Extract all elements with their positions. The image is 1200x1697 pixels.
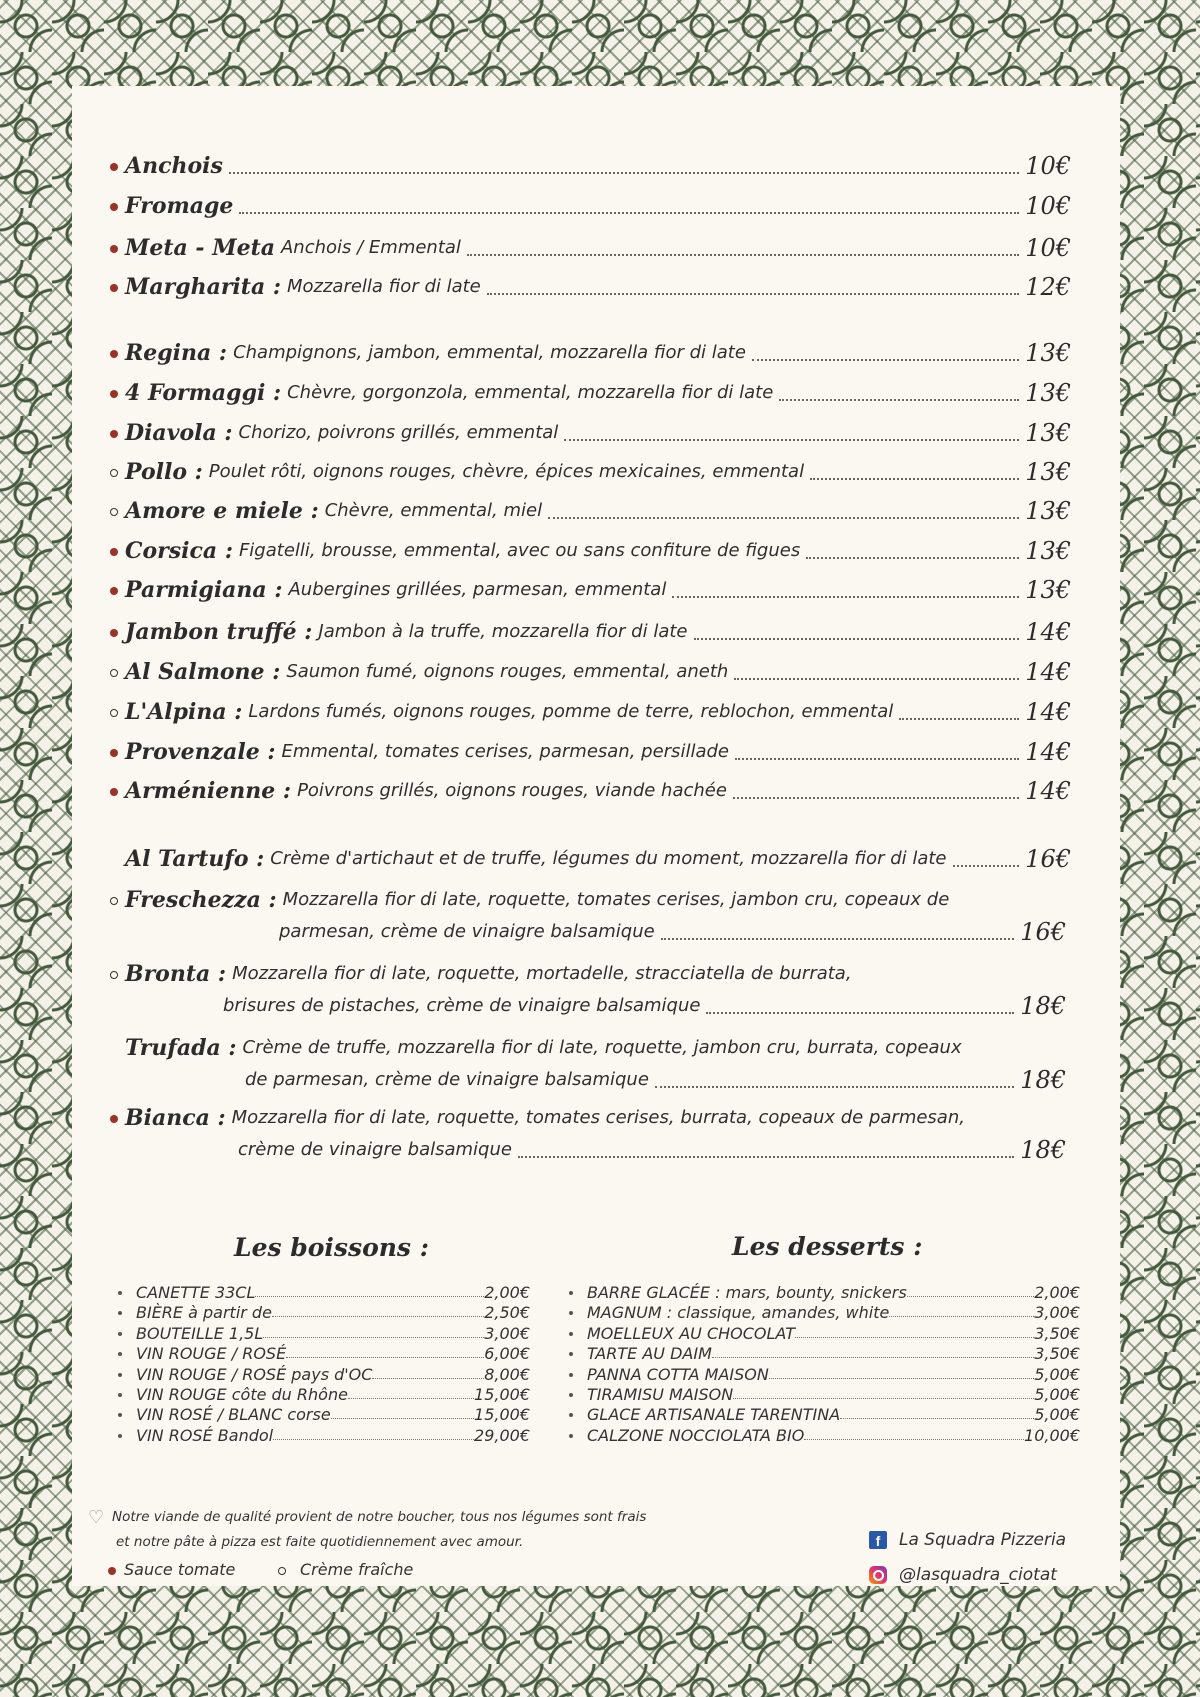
list-bullet-icon [569,1413,573,1417]
pizza-row-long [125,1106,1071,1130]
boissons-item-price: 2,50€ [484,1303,530,1323]
pizza-price: 13€ [1025,379,1071,407]
pizza-price: 13€ [1025,537,1071,565]
pizza-description: Jambon à la truffe, mozzarella fior di late [318,621,688,642]
dot-leader [706,1012,1014,1014]
dot-leader [840,1418,1034,1419]
boissons-item-label: BIÈRE à partir de [136,1303,272,1323]
boissons-item-price: 2,00€ [484,1283,530,1302]
desserts-item-label: PANNA COTTA MAISON [587,1364,769,1384]
pizza-description: Mozzarella fior di late [286,276,481,297]
pizza-description-line-2: crème de vinaigre balsamique [238,1139,512,1160]
dot-leader [810,478,1019,480]
cream-bullet-icon [110,897,118,905]
pizza-description: Chèvre, gorgonzola, emmental, mozzarella fior di late [287,382,774,403]
desserts-item-price: 3,50€ [1034,1344,1080,1364]
dot-leader [733,1398,1034,1399]
cream-bullet-icon [110,469,118,477]
pizza-price: 16€ [1020,918,1066,946]
red-bullet-icon [110,548,118,556]
dot-leader [286,1357,484,1358]
cream-bullet-icon [278,1567,286,1575]
heart-icon: ♡ [88,1507,105,1528]
list-bullet-icon [118,1311,122,1315]
desserts-item-label: MAGNUM : classique, amandes, white [587,1303,890,1323]
desserts-item [569,1426,1080,1445]
dot-leader [372,1378,484,1379]
dot-leader [806,557,1019,559]
red-bullet-icon [110,629,118,637]
pizza-row [125,381,1071,405]
pizza-name: Bianca : [125,1105,226,1131]
list-bullet-icon [118,1291,122,1295]
pizza-name: Amore e miele : [125,498,319,524]
desserts-item [569,1365,1080,1384]
pizza-price: 10€ [1025,192,1071,220]
boissons-item-label: BOUTEILLE 1,5L [136,1323,264,1343]
pizza-name: Margharita : [125,274,281,300]
pizza-price: 13€ [1025,419,1071,447]
pizza-row [125,236,1071,260]
pizza-price: 14€ [1025,738,1071,766]
boissons-item-price: 8,00€ [484,1364,530,1384]
dot-leader [769,1378,1034,1379]
pizza-price: 14€ [1025,698,1071,726]
desserts-item [569,1303,1080,1322]
pizza-row [125,154,1071,178]
red-bullet-icon [110,430,118,438]
pizza-name: Pollo : [125,459,203,485]
cream-bullet-icon [110,508,118,516]
desserts-item-label: TARTE AU DAIM [587,1344,712,1364]
desserts-item [569,1405,1080,1424]
pizza-description: Lardons fumés, oignons rouges, pomme de terre, reblochon, emmental [248,701,894,722]
pizza-name: Al Salmone : [125,659,281,685]
red-bullet-icon [110,163,118,171]
list-bullet-icon [569,1311,573,1315]
dot-leader [889,1316,1034,1317]
pizza-row [125,275,1071,299]
boissons-item-label: CANETTE 33CL [136,1283,256,1302]
pizza-row-long-continuation [238,1138,1066,1162]
pizza-name: Arménienne : [125,778,292,804]
desserts-item-label: TIRAMISU MAISON [587,1385,734,1404]
dot-leader [734,678,1019,680]
pizza-row [125,194,1071,218]
boissons-item [118,1365,530,1384]
pizza-description: Poulet rôti, oignons rouges, chèvre, épices mexicaines, emmental [208,461,805,482]
red-bullet-icon [108,1567,116,1575]
dot-leader [672,596,1019,598]
pizza-name: Anchois [125,153,223,179]
pizza-row-long [125,962,1071,986]
dot-leader [564,439,1019,441]
pizza-description: Emmental, tomates cerises, parmesan, persillade [281,741,729,762]
list-bullet-icon [569,1393,573,1397]
pizza-description: Figatelli, brousse, emmental, avec ou sans confiture de figues [238,540,801,561]
dot-leader [733,797,1019,799]
pizza-row-long-continuation [223,994,1066,1018]
dot-leader [331,1418,474,1419]
dot-leader [795,1337,1034,1338]
pizza-name: Freschezza : [125,887,277,913]
pizza-row [125,740,1071,764]
dot-leader [655,1086,1014,1088]
pizza-name: Al Tartufo : [125,846,265,872]
desserts-item [569,1344,1080,1363]
pizza-row [125,499,1071,523]
pizza-row-long [125,888,1071,912]
boissons-item-price: 29,00€ [474,1425,530,1445]
boissons-item [118,1344,530,1363]
dot-leader [953,865,1020,867]
desserts-item-price: 3,00€ [1034,1303,1080,1323]
pizza-description-line-1: Mozzarella fior di late, roquette, tomates cerises, burrata, copeaux de parmesan, [231,1107,965,1128]
pizza-description-line-1: Crème de truffe, mozzarella fior di late, roquette, jambon cru, burrata, copeaux [242,1037,962,1058]
pizza-price: 18€ [1020,1066,1066,1094]
pizza-name: Regina : [125,340,228,366]
pizza-description: Chorizo, poivrons grillés, emmental [238,422,559,443]
red-bullet-icon [110,245,118,253]
pizza-price: 14€ [1025,658,1071,686]
dot-leader [273,1439,474,1440]
boissons-item-label: VIN ROUGE côte du Rhône [136,1385,348,1404]
pizza-price: 10€ [1025,234,1071,262]
list-bullet-icon [118,1373,122,1377]
boissons-item [118,1385,530,1404]
dot-leader [229,172,1019,174]
pizza-name: Meta - Meta [125,235,275,261]
desserts-item-label: BARRE GLACÉE : mars, bounty, snickers [587,1283,907,1302]
dot-leader [735,758,1019,760]
red-bullet-icon [110,203,118,211]
list-bullet-icon [118,1393,122,1397]
list-bullet-icon [569,1352,573,1356]
desserts-item [569,1324,1080,1343]
boissons-item-label: VIN ROSÉ Bandol [136,1425,274,1445]
boissons-item-price: 15,00€ [474,1405,530,1425]
pizza-description: Champignons, jambon, emmental, mozzarella fior di late [233,342,746,363]
list-bullet-icon [569,1332,573,1336]
pizza-price: 13€ [1025,497,1071,525]
boissons-item [118,1426,530,1445]
boissons-title: Les boissons : [234,1233,429,1262]
pizza-description: Poivrons grillés, oignons rouges, viande hachée [297,780,727,801]
boissons-item [118,1405,530,1424]
pizza-description: Anchois / Emmental [280,237,461,258]
dot-leader [804,1439,1024,1440]
red-bullet-icon [110,788,118,796]
instagram-link[interactable]: @lasquadra_ciotat [869,1565,1057,1585]
pizza-row [125,660,1071,684]
pizza-name: L'Alpina : [125,699,243,725]
boissons-item-label: VIN ROSÉ / BLANC corse [136,1405,331,1425]
instagram-icon [869,1566,887,1584]
desserts-item [569,1385,1080,1404]
list-bullet-icon [118,1332,122,1336]
desserts-title: Les desserts : [732,1232,923,1261]
dot-leader [712,1357,1034,1358]
dot-leader [752,359,1019,361]
pizza-description-line-2: brisures de pistaches, crème de vinaigre balsamique [223,995,701,1016]
pizza-row [125,578,1071,602]
pizza-row [125,460,1071,484]
pizza-price: 16€ [1025,845,1071,873]
boissons-item-price: 3,00€ [484,1323,530,1343]
pizza-name: Diavola : [125,420,233,446]
red-bullet-icon [110,390,118,398]
note-line-2: et notre pâte à pizza est faite quotidiennement avec amour. [116,1534,524,1550]
pizza-price: 12€ [1025,273,1071,301]
legend-sauce-tomate: Sauce tomate [112,1560,235,1579]
dot-leader [548,517,1019,519]
dot-leader [263,1337,484,1338]
pizza-description-line-2: parmesan, crème de vinaigre balsamique [279,921,655,942]
dot-leader [272,1316,484,1317]
pizza-row [125,847,1071,871]
pizza-price: 10€ [1025,152,1071,180]
dot-leader [467,254,1019,256]
pizza-name: 4 Formaggi : [125,380,282,406]
desserts-item-label: MOELLEUX AU CHOCOLAT [587,1323,795,1343]
pizza-description-line-1: Mozzarella fior di late, roquette, tomates cerises, jambon cru, copeaux de [282,889,950,910]
dot-leader [661,938,1015,940]
pizza-row [125,341,1071,365]
list-bullet-icon [118,1434,122,1438]
red-bullet-icon [110,749,118,757]
dot-leader [779,399,1019,401]
pizza-row-long-continuation [279,920,1066,944]
dot-leader [907,1296,1035,1297]
boissons-item-price: 6,00€ [484,1344,530,1364]
pizza-price: 18€ [1020,992,1066,1020]
boissons-item [118,1283,530,1302]
red-bullet-icon [110,587,118,595]
pizza-price: 13€ [1025,339,1071,367]
desserts-item-label: CALZONE NOCCIOLATA BIO [587,1425,805,1445]
pizza-description-line-2: de parmesan, crème de vinaigre balsamique [245,1069,649,1090]
pizza-price: 13€ [1025,458,1071,486]
cream-bullet-icon [110,971,118,979]
desserts-item-price: 5,00€ [1034,1364,1080,1384]
dot-leader [239,212,1019,214]
dot-leader [487,293,1019,295]
list-bullet-icon [569,1373,573,1377]
pizza-name: Fromage [125,193,234,219]
pizza-row [125,539,1071,563]
pizza-name: Provenzale : [125,739,276,765]
desserts-item-price: 5,00€ [1034,1405,1080,1425]
pizza-name: Parmigiana : [125,577,283,603]
pizza-row [125,779,1071,803]
dot-leader [694,638,1020,640]
list-bullet-icon [569,1434,573,1438]
boissons-item [118,1324,530,1343]
pizza-row-long-continuation [245,1068,1066,1092]
dot-leader [255,1296,484,1297]
legend-creme-fraiche: Crème fraîche [282,1560,413,1579]
pizza-row [125,620,1071,644]
pizza-row-long [125,1036,1071,1060]
boissons-item-label: VIN ROUGE / ROSÉ pays d'OC [136,1364,373,1384]
pizza-description-line-1: Mozzarella fior di late, roquette, mortadelle, stracciatella de burrata, [232,963,852,984]
desserts-item-price: 3,50€ [1034,1323,1080,1343]
pizza-description: Aubergines grillées, parmesan, emmental [288,579,667,600]
boissons-item-label: VIN ROUGE / ROSÉ [136,1344,287,1364]
list-bullet-icon [118,1413,122,1417]
facebook-link[interactable]: f La Squadra Pizzeria [869,1530,1066,1550]
pizza-price: 14€ [1025,777,1071,805]
pizza-price: 14€ [1025,618,1071,646]
note-line-1: ♡ Notre viande de qualité provient de notre boucher, tous nos légumes sont frais [88,1507,647,1528]
list-bullet-icon [118,1352,122,1356]
boissons-item-price: 15,00€ [474,1385,530,1404]
pizza-name: Bronta : [125,961,227,987]
desserts-item-price: 10,00€ [1024,1425,1080,1445]
boissons-item [118,1303,530,1322]
cream-bullet-icon [110,709,118,717]
dot-leader [348,1398,474,1399]
pizza-name: Corsica : [125,538,233,564]
desserts-item [569,1283,1080,1302]
facebook-icon: f [869,1531,887,1549]
pizza-row [125,700,1071,724]
desserts-item-label: GLACE ARTISANALE TARENTINA [587,1405,841,1425]
pizza-price: 13€ [1025,576,1071,604]
red-bullet-icon [110,350,118,358]
red-bullet-icon [110,284,118,292]
list-bullet-icon [569,1291,573,1295]
pizza-description: Crème d'artichaut et de truffe, légumes du moment, mozzarella fior di late [270,848,947,869]
dot-leader [518,1156,1014,1158]
dot-leader [899,718,1019,720]
desserts-item-price: 2,00€ [1034,1283,1080,1302]
pizza-description: Chèvre, emmental, miel [324,500,543,521]
cream-bullet-icon [110,669,118,677]
red-bullet-icon [110,1115,118,1123]
desserts-item-price: 5,00€ [1034,1385,1080,1404]
pizza-row [125,421,1071,445]
pizza-price: 18€ [1020,1136,1066,1164]
pizza-name: Jambon truffé : [125,619,313,645]
pizza-name: Trufada : [125,1035,237,1061]
pizza-description: Saumon fumé, oignons rouges, emmental, aneth [286,661,729,682]
